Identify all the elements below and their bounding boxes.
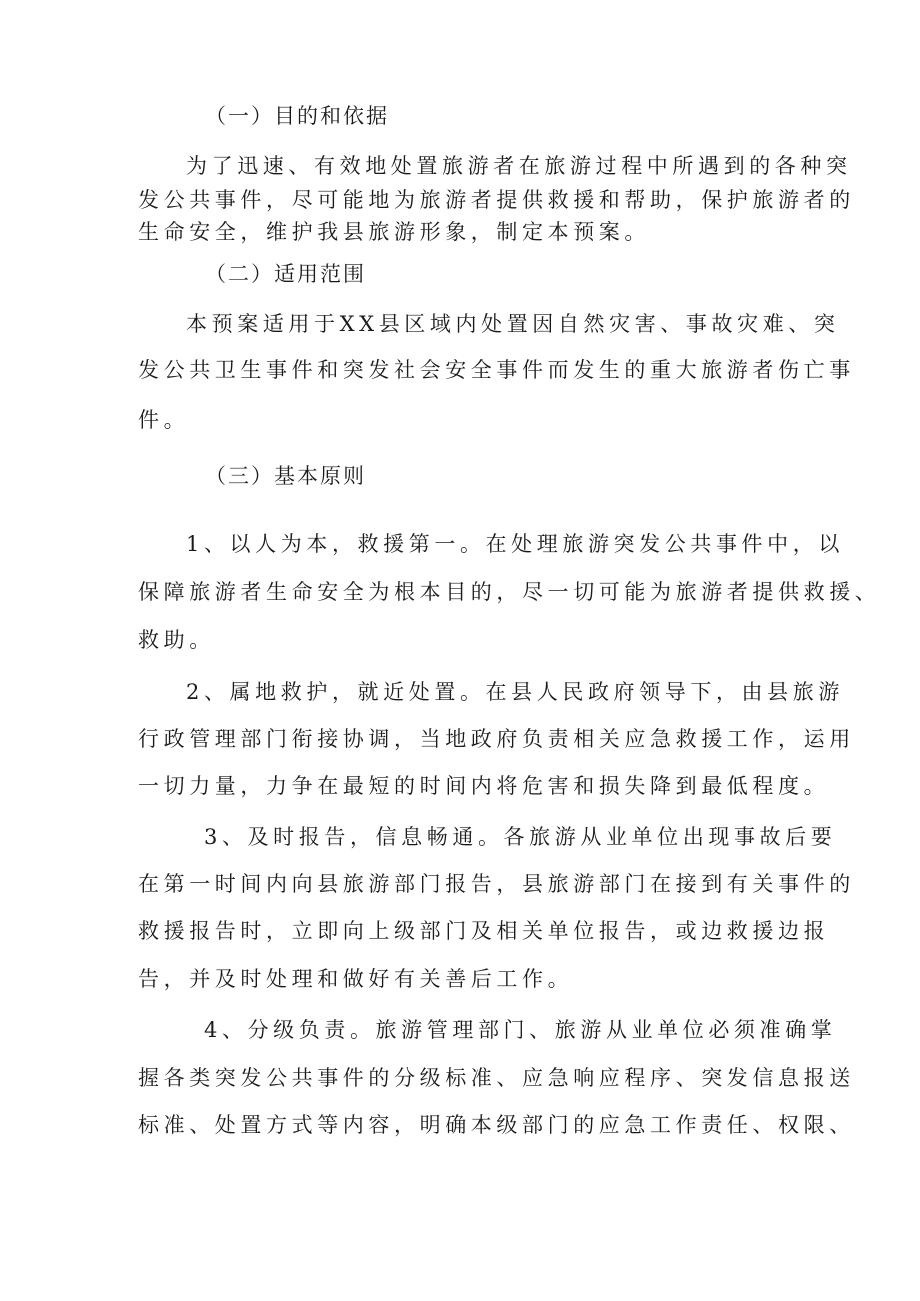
section-heading-purpose: （一）目的和依据 (205, 104, 389, 128)
principle-4-line: 标准、处置方式等内容，明确本级部门的应急工作责任、权限、 (138, 1113, 855, 1137)
paragraph-line: 生命安全，维护我县旅游形象，制定本预案。 (138, 220, 650, 244)
principle-2-line: 行政管理部门衔接协调，当地政府负责相关应急救援工作，运用 (138, 727, 855, 751)
paragraph-line: 本预案适用于XX县区域内处置因自然灾害、事故灾难、突 (186, 312, 840, 336)
paragraph-line: 发公共卫生事件和突发社会安全事件而发生的重大旅游者伤亡事 (138, 358, 855, 382)
principle-3-line: 告，并及时处理和做好有关善后工作。 (138, 967, 574, 991)
principle-4-line: 握各类突发公共事件的分级标准、应急响应程序、突发信息报送 (138, 1066, 855, 1090)
principle-4-line: 4、分级负责。旅游管理部门、旅游从业单位必须准确掌 (204, 1018, 837, 1042)
paragraph-line: 件。 (138, 408, 190, 432)
paragraph-line: 发公共事件，尽可能地为旅游者提供救援和帮助，保护旅游者的 (138, 188, 855, 212)
section-heading-scope: （二）适用范围 (205, 262, 366, 286)
principle-1-line: 救助。 (138, 628, 215, 652)
principle-2-line: 一切力量，力争在最短的时间内将危害和损失降到最低程度。 (138, 774, 830, 798)
principle-2-line: 2、属地救护，就近处置。在县人民政府领导下，由县旅游 (186, 680, 844, 704)
principle-3-line: 3、及时报告，信息畅通。各旅游从业单位出现事故后要 (204, 825, 837, 849)
principle-3-line: 救援报告时，立即向上级部门及相关单位报告，或边救援边报 (138, 919, 830, 943)
principle-3-line: 在第一时间内向县旅游部门报告，县旅游部门在接到有关事件的 (138, 872, 855, 896)
principle-1-line: 保障旅游者生命安全为根本目的，尽一切可能为旅游者提供救援、 (138, 580, 881, 604)
paragraph-line: 为了迅速、有效地处置旅游者在旅游过程中所遇到的各种突 (186, 154, 852, 178)
principle-1-line: 1、以人为本，救援第一。在处理旅游突发公共事件中，以 (186, 532, 844, 556)
section-heading-principles: （三）基本原则 (205, 464, 366, 488)
